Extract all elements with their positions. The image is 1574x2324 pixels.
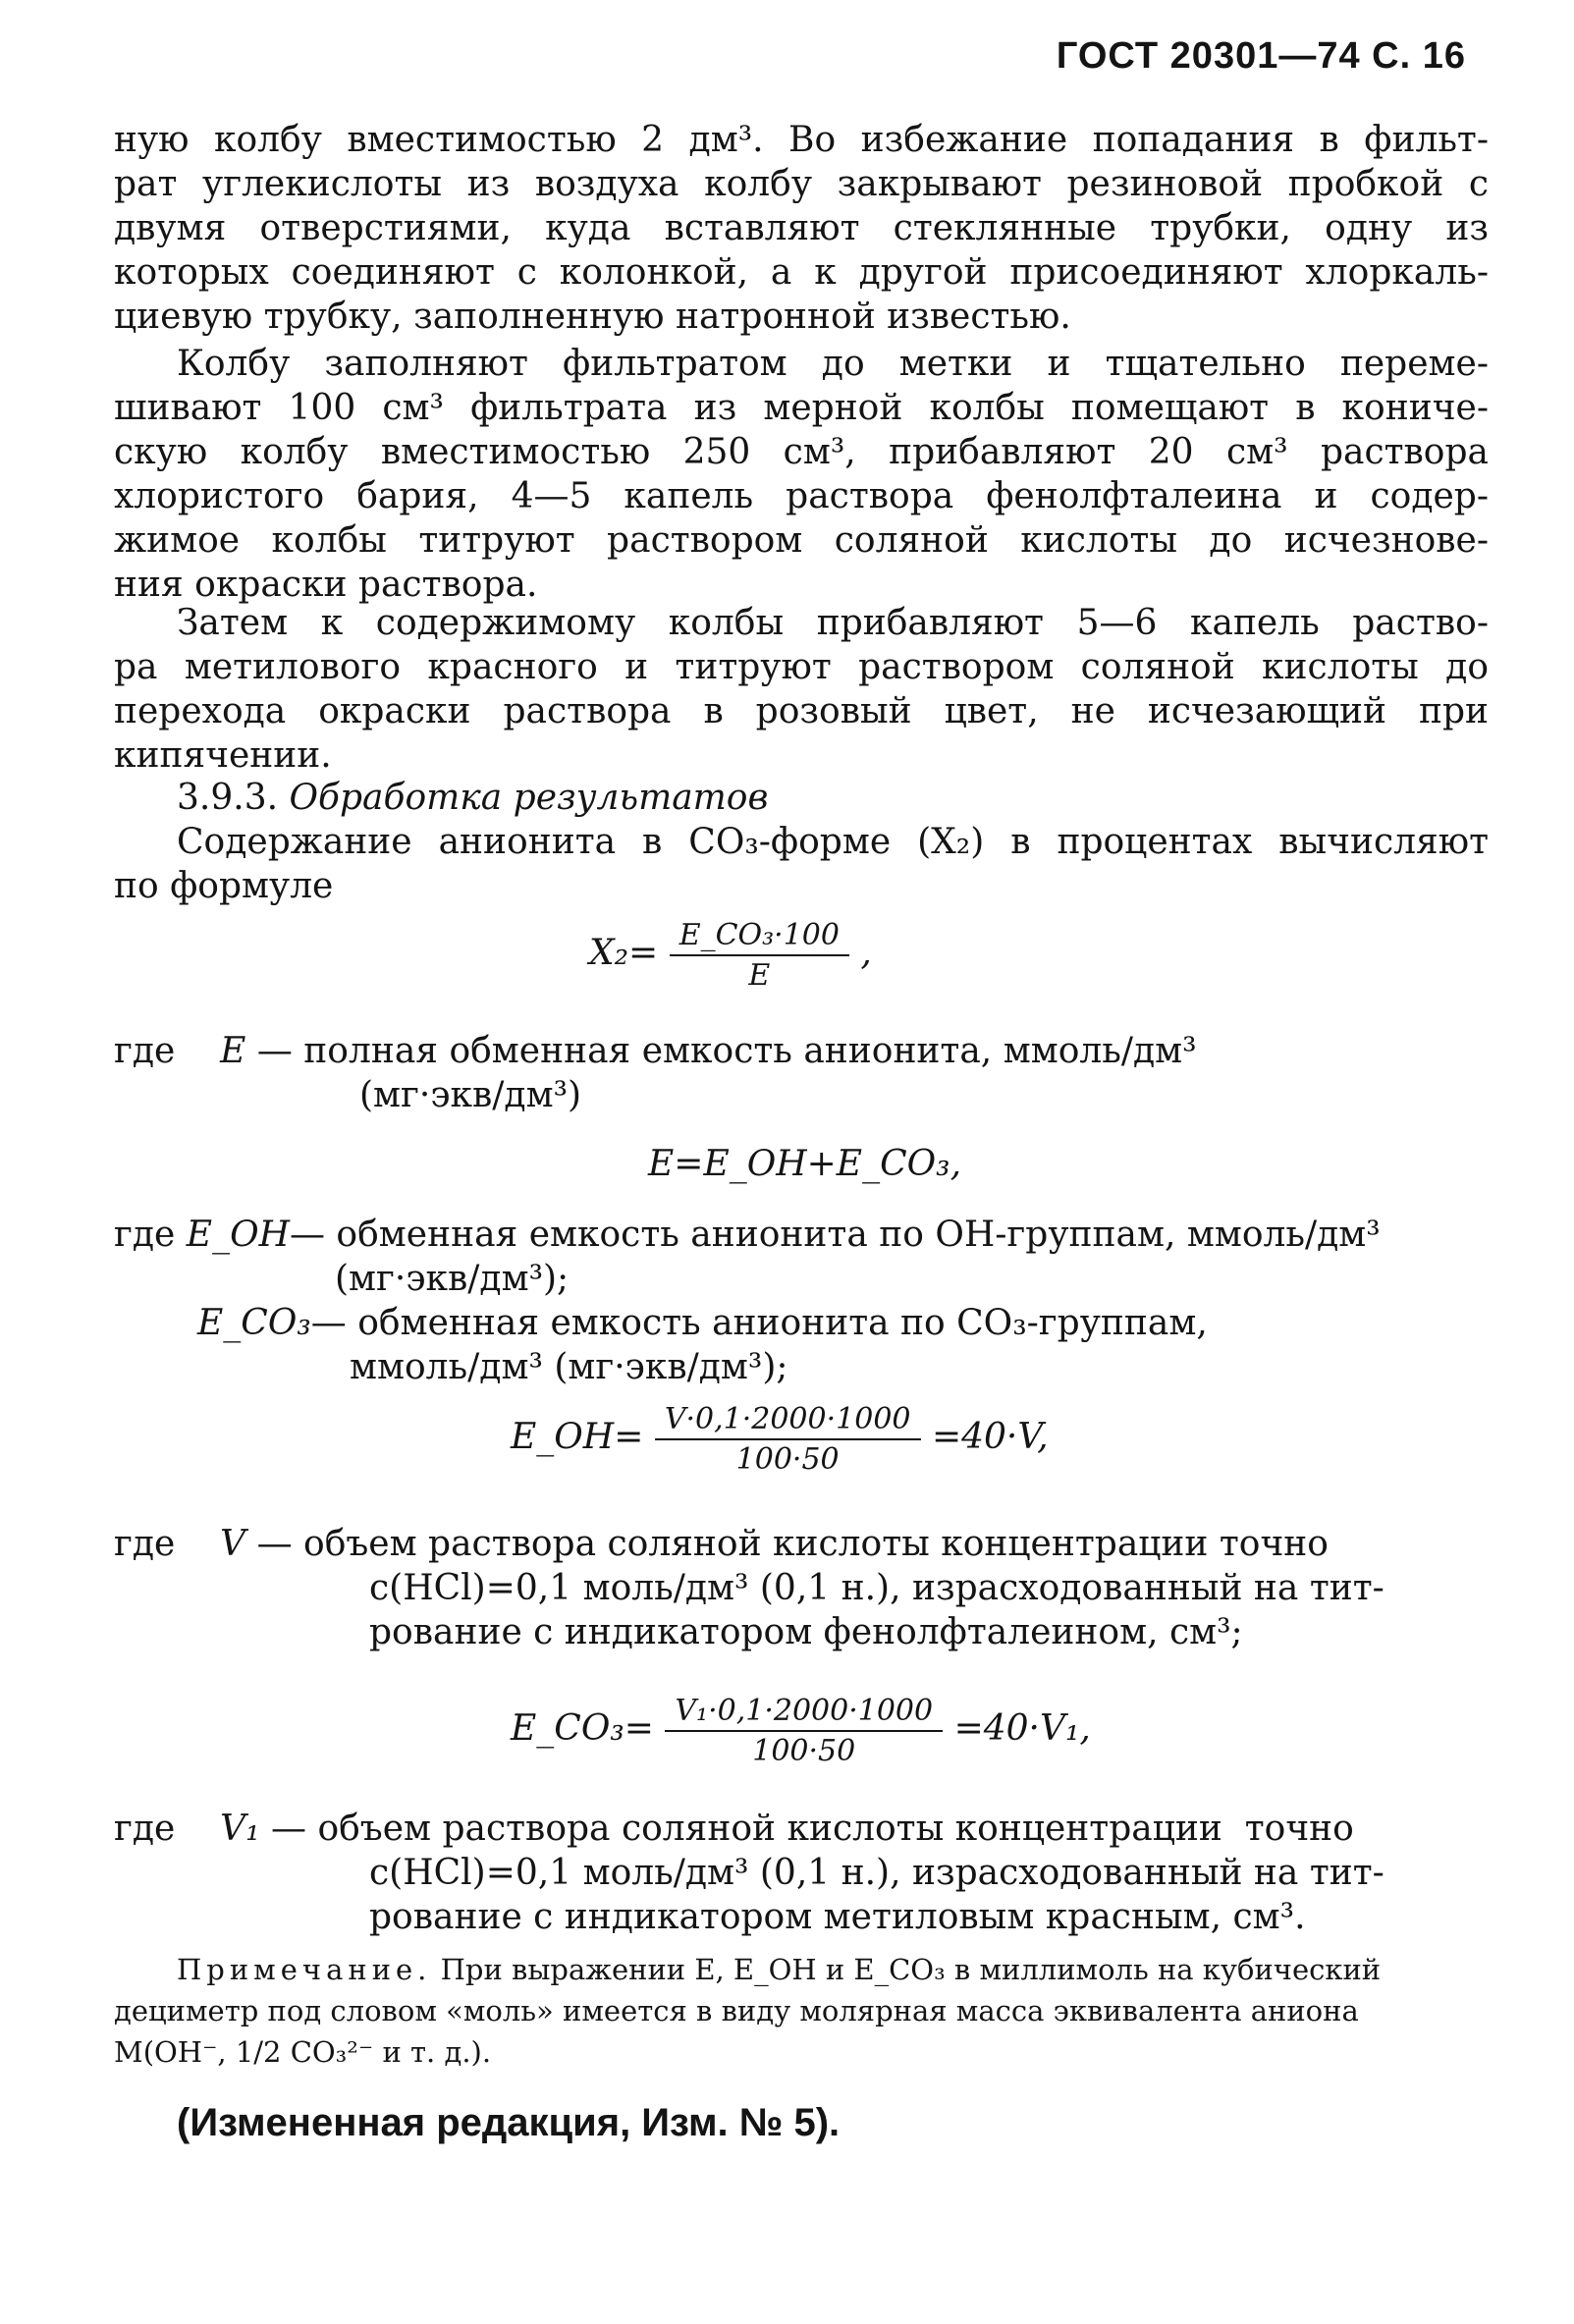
- paragraph-1: [114, 118, 1489, 339]
- text-line: двумя отверстиями, куда вставляют стеклянные трубки, одну из: [114, 208, 1489, 248]
- formula-e-oh: E_ОН= $\frac{V\cdot 0,1\cdot 2000\cdot 1000}{100\cdot 50}$ =40·V,: [511, 1402, 1049, 1477]
- where-block-1: где E — полная обменная емкость анионита, ммоль/дм³ (мг·экв/дм³): [114, 1031, 1197, 1115]
- text-line: Колбу заполняют фильтратом до метки и тщательно переме-: [177, 344, 1489, 384]
- symbol: E_ОН: [186, 1215, 290, 1255]
- note-block: Примечание. При выражении Е, E_OH и E_CO₃ в миллимоль на кубический дециметр под словом «моль» имеется в виду молярная масса эквивалента аниона M(OH⁻, 1/2 CO₃²⁻ и т. д.).: [114, 1953, 1382, 2069]
- text-line: Содержание анионита в СО₃-форме (X₂) в процентах вычисляют: [177, 822, 1489, 862]
- formula-lhs: E_ОН=: [511, 1417, 644, 1457]
- where-block-4: где V₁ — объем раствора соляной кислоты концентрации точно c(HCl)=0,1 моль/дм³ (0,1 н.), израсходованный на тит- рование с индикатором метиловым красным, см³.: [114, 1809, 1384, 1937]
- symbol: V: [220, 1524, 246, 1564]
- text-line: перехода окраски раствора в розовый цвет, не исчезающий при: [114, 691, 1489, 731]
- text-line: хлористого бария, 4—5 капель раствора фенолфталеина и содер-: [114, 476, 1489, 516]
- where-block-2: где E_ОН— обменная емкость анионита по ОН-группам, ммоль/дм³ (мг·экв/дм³); E_CO₃— обменная емкость анионита по СО₃-группам, ммоль/дм³ (мг·экв/дм³);: [114, 1215, 1381, 1387]
- paragraph-3: [114, 601, 1489, 778]
- formula-x2: X₂= $\frac{\text{E\_CO₃·100}}{E}$ ,: [589, 918, 872, 993]
- formula-e-total: E=E_ОН+E_CO₃,: [648, 1144, 962, 1184]
- text-line: жимое колбы титруют раствором соляной кислоты до исчезнове-: [114, 520, 1489, 561]
- text-line: рат углекислоты из воздуха колбу закрывают резиновой пробкой с: [114, 164, 1489, 204]
- text-line: Затем к содержимому колбы прибавляют 5—6 капель раство-: [177, 603, 1489, 643]
- formula-denominator: E: [748, 958, 771, 993]
- paragraph-4: [114, 820, 1489, 908]
- where-block-3: где V — объем раствора соляной кислоты концентрации точно c(HCl)=0,1 моль/дм³ (0,1 н.), израсходованный на тит- рование с индикатором фенолфталеином, см³;: [114, 1524, 1384, 1652]
- text-line: ния окраски раствора.: [114, 565, 538, 605]
- amendment-note: (Измененная редакция, Изм. № 5).: [177, 2101, 841, 2144]
- text-line: циевую трубку, заполненную натронной известью.: [114, 297, 1071, 337]
- formula-numerator: V₁·0,1·2000·1000: [665, 1694, 943, 1732]
- formula-denominator: 100·50: [735, 1442, 840, 1477]
- symbol: E_CO₃: [197, 1303, 311, 1343]
- paragraph-2: [114, 342, 1489, 607]
- section-heading: [114, 776, 1489, 820]
- formula-e-co3: E_CO₃= $\frac{\text{V₁·0,1·2000·1000}}{100\cdot 50}$ =40·V₁,: [511, 1694, 1091, 1768]
- note-label: Примечание.: [177, 1953, 432, 1986]
- formula-denominator: 100·50: [752, 1734, 856, 1768]
- formula-numerator: E_CO₃·100: [670, 918, 849, 956]
- section-number: 3.9.3.: [177, 778, 279, 818]
- section-title: Обработка результатов: [289, 778, 769, 818]
- symbol: V₁: [220, 1809, 260, 1849]
- text-line: которых соединяют с колонкой, а к другой присоединяют хлоркаль-: [114, 252, 1489, 293]
- page-header: ГОСТ 20301—74 С. 16: [1056, 35, 1466, 77]
- text-line: скую колбу вместимостью 250 см³, прибавляют 20 см³ раствора: [114, 432, 1489, 472]
- formula-numerator: V·0,1·2000·1000: [655, 1402, 921, 1440]
- symbol: E: [220, 1031, 246, 1071]
- text-line: шивают 100 см³ фильтрата из мерной колбы помещают в кониче-: [114, 388, 1489, 428]
- text-line: ра метилового красного и титруют раствором соляной кислоты до: [114, 647, 1489, 687]
- text-line: кипячении.: [114, 735, 332, 776]
- text-line: по формуле: [114, 866, 334, 906]
- formula-lhs: X₂=: [589, 933, 659, 973]
- text-line: ную колбу вместимостью 2 дм³. Во избежание попадания в фильт-: [114, 120, 1489, 160]
- formula-lhs: E_CO₃=: [511, 1708, 654, 1749]
